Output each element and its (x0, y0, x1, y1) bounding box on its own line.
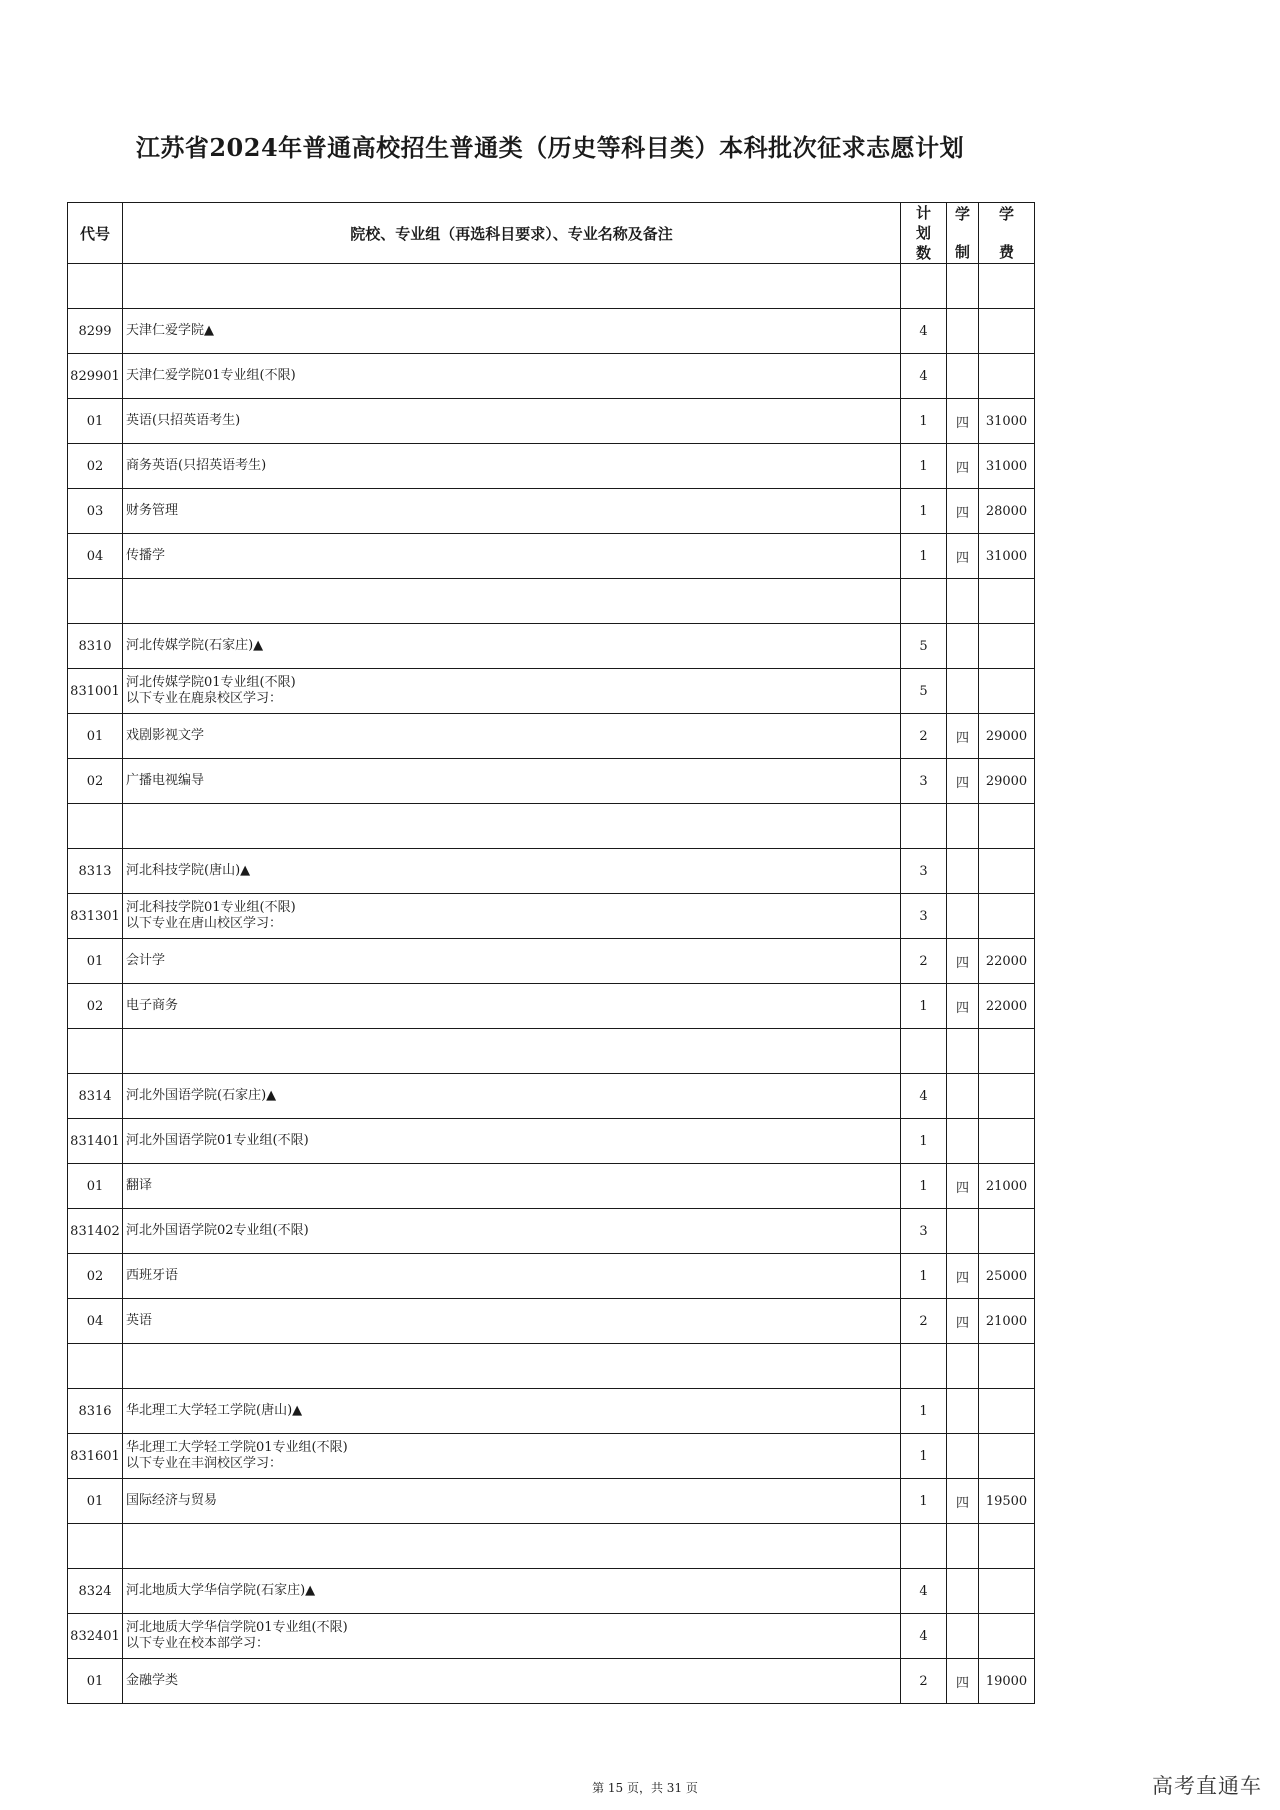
name-cell (123, 1434, 901, 1479)
spacer-row (68, 264, 1035, 309)
tuition-cell: 31000 (979, 399, 1035, 444)
code-cell: 04 (68, 1299, 123, 1344)
plan-count-cell: 2 (901, 714, 947, 759)
plan-table (67, 202, 1035, 1704)
name-cell (123, 444, 901, 489)
name-line: 河北地质大学华信学院(石家庄)▲ (126, 1583, 316, 1598)
empty-cell (947, 1029, 979, 1074)
tuition-cell: 19500 (979, 1479, 1035, 1524)
code-cell: 02 (68, 759, 123, 804)
tuition-cell: 28000 (979, 489, 1035, 534)
duration-cell (947, 1614, 979, 1659)
plan-count-cell: 1 (901, 489, 947, 534)
plan-count-cell: 3 (901, 849, 947, 894)
name-cell (123, 849, 901, 894)
name-cell (123, 1074, 901, 1119)
name-line: 西班牙语 (126, 1268, 179, 1283)
header-plan-char: 数 (915, 244, 931, 262)
page-footer: 第 15 页，共 31 页 (592, 1781, 698, 1795)
name-cell (123, 984, 901, 1029)
tuition-cell: 21000 (979, 1299, 1035, 1344)
code-cell: 831402 (68, 1209, 123, 1254)
name-cell (123, 894, 901, 939)
duration-cell: 四 (947, 399, 979, 444)
code-cell: 01 (68, 939, 123, 984)
header-fee-char: 费 (998, 243, 1014, 261)
name-cell (123, 1209, 901, 1254)
tuition-cell: 29000 (979, 759, 1035, 804)
code-cell: 02 (68, 1254, 123, 1299)
duration-cell (947, 1434, 979, 1479)
table-row (68, 489, 1035, 534)
plan-count-cell: 1 (901, 984, 947, 1029)
empty-cell (68, 1524, 123, 1569)
empty-cell (901, 579, 947, 624)
plan-count-cell: 3 (901, 759, 947, 804)
table-row (68, 399, 1035, 444)
tuition-cell (979, 849, 1035, 894)
tuition-cell (979, 1074, 1035, 1119)
tuition-cell: 19000 (979, 1659, 1035, 1704)
plan-count-cell: 4 (901, 1569, 947, 1614)
name-line: 河北传媒学院01专业组(不限) (126, 675, 296, 690)
duration-cell (947, 1074, 979, 1119)
code-cell: 8313 (68, 849, 123, 894)
name-cell (123, 354, 901, 399)
empty-cell (68, 1344, 123, 1389)
plan-count-cell: 4 (901, 354, 947, 399)
table-row (68, 1299, 1035, 1344)
empty-cell (123, 1524, 901, 1569)
table-row (68, 534, 1035, 579)
name-cell (123, 669, 901, 714)
name-cell (123, 1479, 901, 1524)
spacer-row (68, 1524, 1035, 1569)
watermark: 高考直通车 (1152, 1774, 1262, 1798)
tuition-cell: 21000 (979, 1164, 1035, 1209)
duration-cell (947, 1119, 979, 1164)
tuition-cell (979, 1614, 1035, 1659)
empty-cell (901, 804, 947, 849)
code-cell: 831601 (68, 1434, 123, 1479)
header-code: 代号 (68, 203, 123, 264)
name-line: 河北外国语学院01专业组(不限) (126, 1133, 309, 1148)
name-line: 英语 (126, 1313, 153, 1328)
spacer-row (68, 1344, 1035, 1389)
name-line: 河北科技学院(唐山)▲ (126, 863, 251, 878)
duration-cell: 四 (947, 1479, 979, 1524)
header-plan-char: 划 (915, 224, 931, 242)
name-line: 河北外国语学院(石家庄)▲ (126, 1088, 277, 1103)
table-row (68, 669, 1035, 714)
header-years-char: 学 (954, 205, 970, 223)
plan-count-cell: 3 (901, 894, 947, 939)
name-line: 以下专业在校本部学习： (126, 1636, 270, 1651)
table-row (68, 1434, 1035, 1479)
code-cell: 01 (68, 714, 123, 759)
name-line: 河北外国语学院02专业组(不限) (126, 1223, 309, 1238)
name-line: 河北科技学院01专业组(不限) (126, 900, 296, 915)
empty-cell (947, 264, 979, 309)
name-line: 以下专业在鹿泉校区学习： (126, 691, 283, 706)
tuition-cell (979, 1119, 1035, 1164)
code-cell: 03 (68, 489, 123, 534)
empty-cell (68, 264, 123, 309)
tuition-cell: 25000 (979, 1254, 1035, 1299)
table-row (68, 849, 1035, 894)
name-line: 华北理工大学轻工学院01专业组(不限) (126, 1440, 348, 1455)
empty-cell (979, 1524, 1035, 1569)
header-fee (979, 203, 1035, 264)
tuition-cell (979, 624, 1035, 669)
name-line: 会计学 (126, 953, 166, 968)
empty-cell (947, 1524, 979, 1569)
empty-cell (979, 579, 1035, 624)
duration-cell: 四 (947, 1254, 979, 1299)
name-line: 英语(只招英语考生) (126, 413, 241, 428)
tuition-cell (979, 354, 1035, 399)
empty-cell (947, 579, 979, 624)
code-cell: 8310 (68, 624, 123, 669)
duration-cell (947, 1389, 979, 1434)
name-cell (123, 939, 901, 984)
plan-count-cell: 4 (901, 1074, 947, 1119)
code-cell: 01 (68, 1479, 123, 1524)
plan-count-cell: 1 (901, 399, 947, 444)
name-cell (123, 1569, 901, 1614)
empty-cell (123, 804, 901, 849)
name-line: 广播电视编导 (126, 773, 205, 788)
tuition-cell: 31000 (979, 444, 1035, 489)
duration-cell: 四 (947, 759, 979, 804)
plan-count-cell: 1 (901, 1254, 947, 1299)
duration-cell: 四 (947, 1659, 979, 1704)
name-line: 金融学类 (126, 1673, 179, 1688)
duration-cell (947, 309, 979, 354)
duration-cell: 四 (947, 444, 979, 489)
tuition-cell: 29000 (979, 714, 1035, 759)
code-cell: 01 (68, 1164, 123, 1209)
header-row (68, 203, 1035, 264)
duration-cell: 四 (947, 534, 979, 579)
duration-cell: 四 (947, 984, 979, 1029)
header-name: 院校、专业组（再选科目要求）、专业名称及备注 (123, 203, 901, 264)
duration-cell (947, 354, 979, 399)
empty-cell (947, 1344, 979, 1389)
table-row (68, 1659, 1035, 1704)
plan-count-cell: 3 (901, 1209, 947, 1254)
name-line: 传播学 (126, 548, 166, 563)
empty-cell (947, 804, 979, 849)
name-cell (123, 1299, 901, 1344)
name-cell (123, 1254, 901, 1299)
empty-cell (901, 264, 947, 309)
empty-cell (68, 1029, 123, 1074)
code-cell: 829901 (68, 354, 123, 399)
empty-cell (123, 579, 901, 624)
duration-cell (947, 1569, 979, 1614)
header-plan-char: 计 (915, 204, 931, 222)
header-plan (901, 203, 947, 264)
table-row (68, 894, 1035, 939)
table-row (68, 1389, 1035, 1434)
table-row (68, 1119, 1035, 1164)
table-row (68, 624, 1035, 669)
duration-cell: 四 (947, 489, 979, 534)
code-cell: 832401 (68, 1614, 123, 1659)
empty-cell (123, 1344, 901, 1389)
empty-cell (123, 264, 901, 309)
table-row (68, 984, 1035, 1029)
name-line: 天津仁爱学院▲ (126, 323, 214, 338)
plan-count-cell: 2 (901, 1659, 947, 1704)
table-row (68, 1614, 1035, 1659)
name-line: 河北地质大学华信学院01专业组(不限) (126, 1620, 348, 1635)
name-cell (123, 714, 901, 759)
tuition-cell (979, 1209, 1035, 1254)
tuition-cell (979, 1434, 1035, 1479)
code-cell: 8324 (68, 1569, 123, 1614)
code-cell: 8299 (68, 309, 123, 354)
name-cell (123, 1614, 901, 1659)
duration-cell (947, 894, 979, 939)
code-cell: 01 (68, 1659, 123, 1704)
duration-cell: 四 (947, 939, 979, 984)
empty-cell (68, 804, 123, 849)
name-line: 国际经济与贸易 (126, 1493, 218, 1508)
plan-count-cell: 4 (901, 309, 947, 354)
table-row (68, 354, 1035, 399)
empty-cell (901, 1344, 947, 1389)
name-line: 以下专业在唐山校区学习： (126, 916, 283, 931)
name-cell (123, 1659, 901, 1704)
header-fee-char: 学 (998, 205, 1014, 223)
empty-cell (979, 804, 1035, 849)
empty-cell (901, 1524, 947, 1569)
name-cell (123, 1119, 901, 1164)
duration-cell: 四 (947, 1299, 979, 1344)
plan-count-cell: 1 (901, 1389, 947, 1434)
table-row (68, 759, 1035, 804)
plan-count-cell: 5 (901, 624, 947, 669)
tuition-cell (979, 669, 1035, 714)
empty-cell (979, 264, 1035, 309)
plan-count-cell: 1 (901, 444, 947, 489)
tuition-cell (979, 1389, 1035, 1434)
name-line: 商务英语(只招英语考生) (126, 458, 267, 473)
name-line: 以下专业在丰润校区学习： (126, 1456, 283, 1471)
code-cell: 831401 (68, 1119, 123, 1164)
tuition-cell: 31000 (979, 534, 1035, 579)
empty-cell (979, 1344, 1035, 1389)
name-cell (123, 1164, 901, 1209)
code-cell: 831301 (68, 894, 123, 939)
empty-cell (123, 1029, 901, 1074)
name-cell (123, 399, 901, 444)
name-cell (123, 309, 901, 354)
plan-count-cell: 1 (901, 1434, 947, 1479)
empty-cell (901, 1029, 947, 1074)
name-line: 河北传媒学院(石家庄)▲ (126, 638, 264, 653)
duration-cell (947, 849, 979, 894)
code-cell: 02 (68, 984, 123, 1029)
header-years (947, 203, 979, 264)
tuition-cell (979, 309, 1035, 354)
plan-count-cell: 2 (901, 1299, 947, 1344)
name-line: 翻译 (126, 1178, 153, 1193)
page-title: 江苏省2024年普通高校招生普通类（历史等科目类）本科批次征求志愿计划 (135, 133, 965, 162)
empty-cell (68, 579, 123, 624)
spacer-row (68, 579, 1035, 624)
table-row (68, 714, 1035, 759)
plan-count-cell: 1 (901, 1479, 947, 1524)
name-line: 天津仁爱学院01专业组(不限) (126, 368, 296, 383)
plan-count-cell: 1 (901, 534, 947, 579)
spacer-row (68, 804, 1035, 849)
plan-count-cell: 2 (901, 939, 947, 984)
name-cell (123, 624, 901, 669)
tuition-cell (979, 894, 1035, 939)
duration-cell (947, 669, 979, 714)
name-line: 华北理工大学轻工学院(唐山)▲ (126, 1403, 303, 1418)
name-cell (123, 1389, 901, 1434)
spacer-row (68, 1029, 1035, 1074)
name-line: 戏剧影视文学 (126, 728, 205, 743)
table-row (68, 1254, 1035, 1299)
table-row (68, 309, 1035, 354)
code-cell: 831001 (68, 669, 123, 714)
tuition-cell: 22000 (979, 939, 1035, 984)
duration-cell (947, 1209, 979, 1254)
name-cell (123, 759, 901, 804)
code-cell: 02 (68, 444, 123, 489)
table-row (68, 1074, 1035, 1119)
plan-count-cell: 1 (901, 1164, 947, 1209)
code-cell: 04 (68, 534, 123, 579)
header-years-char: 制 (954, 243, 970, 261)
table-row (68, 444, 1035, 489)
name-line: 电子商务 (126, 998, 179, 1013)
duration-cell: 四 (947, 714, 979, 759)
code-cell: 01 (68, 399, 123, 444)
code-cell: 8316 (68, 1389, 123, 1434)
name-line: 财务管理 (126, 503, 179, 518)
table-body (68, 264, 1035, 1704)
table-row (68, 939, 1035, 984)
tuition-cell: 22000 (979, 984, 1035, 1029)
table-row (68, 1479, 1035, 1524)
plan-count-cell: 4 (901, 1614, 947, 1659)
empty-cell (979, 1029, 1035, 1074)
table-row (68, 1209, 1035, 1254)
duration-cell (947, 624, 979, 669)
code-cell: 8314 (68, 1074, 123, 1119)
name-cell (123, 489, 901, 534)
tuition-cell (979, 1569, 1035, 1614)
name-cell (123, 534, 901, 579)
table-row (68, 1569, 1035, 1614)
plan-count-cell: 5 (901, 669, 947, 714)
plan-count-cell: 1 (901, 1119, 947, 1164)
table-row (68, 1164, 1035, 1209)
duration-cell: 四 (947, 1164, 979, 1209)
